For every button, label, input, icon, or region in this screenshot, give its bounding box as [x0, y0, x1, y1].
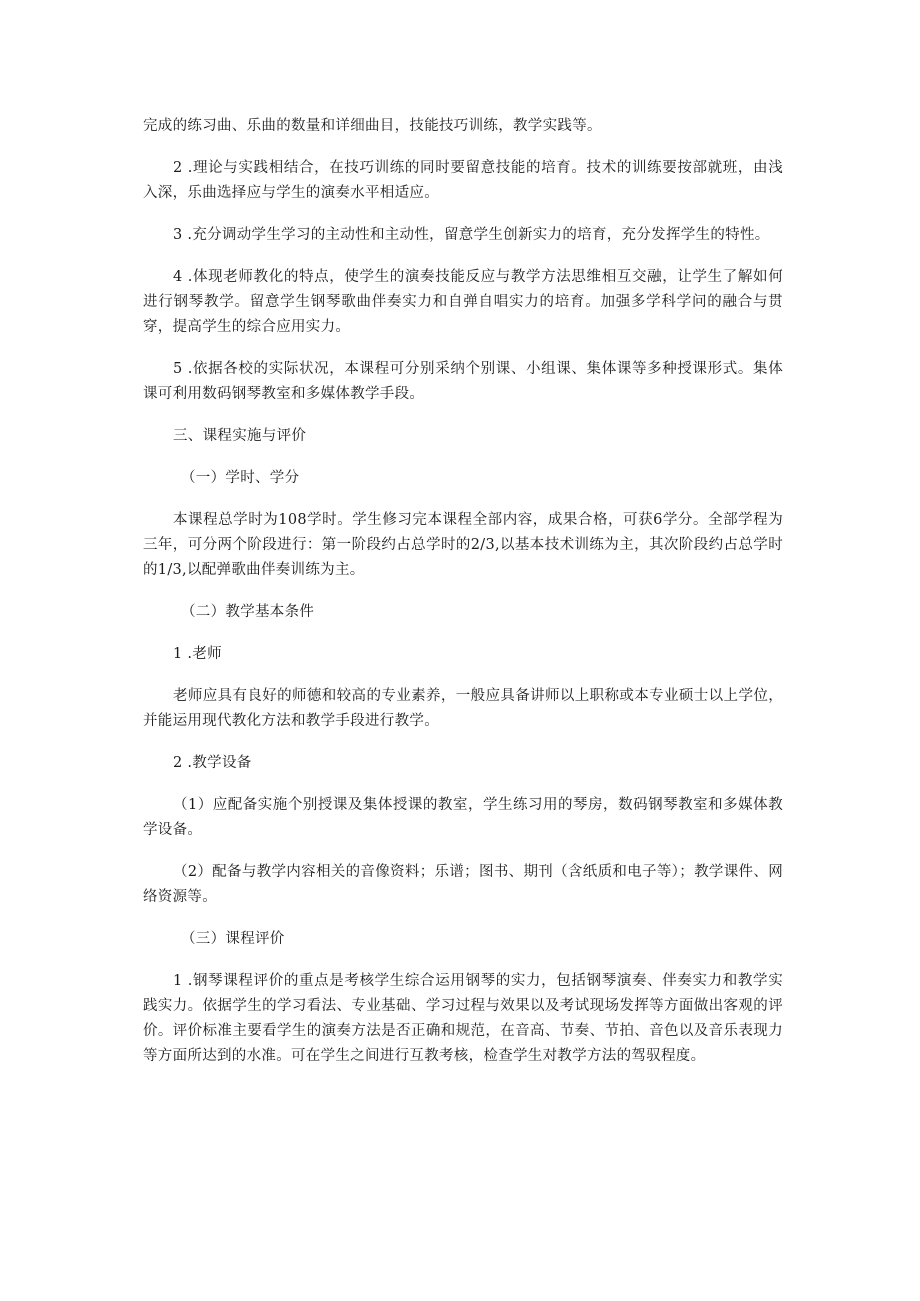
document-page	[143, 114, 783, 1069]
paragraph-item-5: 5 .依据各校的实际状况，本课程可分别采纳个别课、小组课、集体课等多种授课形式。集体课可利用数码钢琴教室和多媒体教学手段。	[143, 361, 783, 402]
paragraph-equipment-2: （2）配备与教学内容相关的音像资料；乐谱；图书、期刊（含纸质和电子等）；教学课件、网络资源等。	[143, 864, 783, 905]
paragraph-item-4: 4 .体现老师教化的特点，使学生的演奏技能反应与教学方法思维相互交融，让学生了解如何进行钢琴教学。留意学生钢琴歌曲伴奏实力和自弹自唱实力的培育。加强多学科学问的融合与贯穿，提高学生的综合应用实力。	[143, 269, 783, 335]
item-heading-teachers: 1 .老师	[173, 646, 222, 662]
paragraph-item-3: 3 .充分调动学生学习的主动性和主动性，留意学生创新实力的培育，充分发挥学生的特性。	[173, 227, 770, 243]
paragraph-teachers: 老师应具有良好的师德和较高的专业素养，一般应具备讲师以上职称或本专业硕士以上学位，并能运用现代教化方法和教学手段进行教学。	[143, 688, 783, 729]
paragraph-item-2: 2 .理论与实践相结合，在技巧训练的同时要留意技能的培育。技术的训练要按部就班，由浅入深，乐曲选择应与学生的演奏水平相适应。	[143, 160, 783, 201]
item-heading-equipment: 2 .教学设备	[173, 755, 252, 771]
section-heading-3: 三、课程实施与评价	[173, 428, 307, 444]
paragraph-hours-credits: 本课程总学时为108学时。学生修习完本课程全部内容，成果合格，可获6学分。全部学程为三年，可分两个阶段进行：第一阶段约占总学时的2/3,以基本技术训练为主，其次阶段约占总学时的1/3,以配弹歌曲伴奏训练为主。	[143, 512, 783, 578]
subsection-heading-evaluation: （三）课程评价	[181, 931, 285, 947]
subsection-heading-hours-credits: （一）学时、学分	[181, 470, 300, 486]
paragraph-equipment-1: （1）应配备实施个别授课及集体授课的教室，学生练习用的琴房，数码钢琴教室和多媒体教学设备。	[143, 797, 783, 838]
subsection-heading-conditions: （二）教学基本条件	[181, 604, 315, 620]
paragraph-evaluation-1: 1 .钢琴课程评价的重点是考核学生综合运用钢琴的实力，包括钢琴演奏、伴奏实力和教学实践实力。依据学生的学习看法、专业基础、学习过程与效果以及考试现场发挥等方面做出客观的评价。评价标准主要看学生的演奏方法是否正确和规范，在音高、节奏、节拍、音色以及音乐表现力等方面所达到的水准。可在学生之间进行互教考核，检查学生对教学方法的驾驭程度。	[143, 973, 783, 1064]
paragraph-continued: 完成的练习曲、乐曲的数量和详细曲目，技能技巧训练，教学实践等。	[143, 118, 602, 134]
